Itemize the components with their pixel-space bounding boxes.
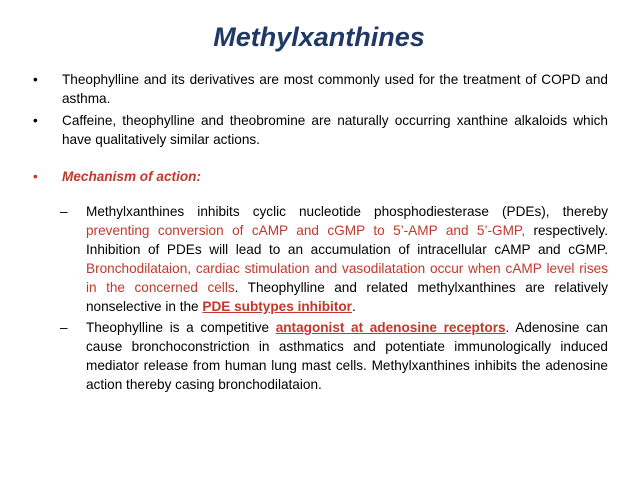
bullet-text-2: Caffeine, theophylline and theobromine are naturally occurring xanthine alkaloids which have qualitatively similar actions. <box>62 113 608 147</box>
sub2-emphasis: antagonist at adenosine receptors <box>275 320 506 335</box>
bullet-text-1: Theophylline and its derivatives are most commonly used for the treatment of COPD and asthma. <box>62 72 608 106</box>
sub1-text-1: Methylxanthines inhibits cyclic nucleotide phosphodiesterase (PDEs), thereby <box>86 204 608 219</box>
sub-item-pde <box>60 202 608 316</box>
bullet-icon: • <box>33 113 38 128</box>
mechanism-item <box>30 167 608 394</box>
sub1-text-4: . <box>351 299 356 314</box>
sub1-highlight-1: preventing conversion of cAMP and cGMP to 5’-AMP and 5’-GMP, <box>86 223 526 238</box>
mechanism-heading: Mechanism of action: <box>62 169 201 184</box>
dash-icon: – <box>60 204 68 219</box>
sub2-text-2: . Adenosine can cause bronchoconstriction in asthmatics and potentiate immunologically induced mediator release from human lung mast cells. Methylxanthines inhibits the adenosine action thereby casing bronchodilataion. <box>86 320 608 392</box>
slide-title: Methylxanthines <box>213 22 425 52</box>
sub1-emphasis: PDE subtypes inhibitor <box>202 299 352 314</box>
dash-icon: – <box>60 320 68 335</box>
bullet-icon: • <box>33 72 38 87</box>
sub1-text-3: . Theophylline and related methylxanthines are relatively nonselective in the <box>86 280 608 314</box>
bullet-list <box>30 70 608 397</box>
bullet-item-2 <box>30 111 608 149</box>
sub1-highlight-2: Bronchodilataion, cardiac stimulation and vasodilatation occur when cAMP level rises in the concerned cells <box>86 261 608 295</box>
bullet-icon: • <box>33 169 38 184</box>
bullet-item-1 <box>30 70 608 108</box>
mechanism-sublist <box>60 202 608 394</box>
sub1-text-2: respectively. Inhibition of PDEs will lead to an accumulation of intracellular cAMP and cGMP. <box>86 223 608 257</box>
sub-item-adenosine <box>60 318 608 394</box>
sub2-text-1: Theophylline is a competitive <box>86 320 276 335</box>
